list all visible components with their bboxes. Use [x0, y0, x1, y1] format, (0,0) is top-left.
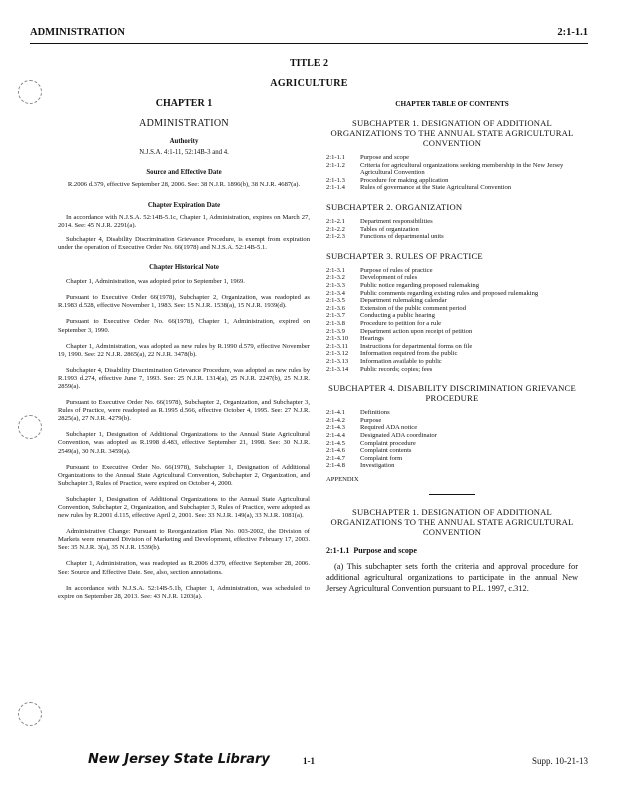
binding-hole-mark [18, 702, 42, 726]
history-paragraph: Chapter 1, Administration, was adopted as new rules by R.1990 d.579, effective November 19, 1990. See: 22 N.J.R. 2865(a), 22 N.J.R. 3478(b). [58, 342, 310, 358]
history-paragraph: Pursuant to Executive Order No. 66(1978), Subchapter 1, Designation of Additional Organizations to the Annual State Agricultural Convention, Subchapter 2, Organization, and Subchapter 3, Rules of Practice, were expired on October 4, 2000. [58, 463, 310, 487]
toc-title: CHAPTER TABLE OF CONTENTS [395, 100, 509, 108]
section-number: 2:1-1.1 [326, 545, 350, 555]
page-footer [30, 752, 588, 774]
authority-heading: Authority [169, 138, 199, 146]
toc-entry: 2:1-3.12 Information required from the public [326, 350, 458, 358]
toc-entry: 2:1-3.10 Hearings [326, 335, 384, 343]
right-column [326, 100, 578, 594]
page-number: 1-1 [303, 756, 315, 766]
toc-entry: 2:1-4.1 Definitions [326, 409, 390, 417]
toc-entry: 2:1-3.7 Conducting a public hearing [326, 312, 435, 320]
toc-entry: 2:1-2.3 Functions of departmental units [326, 233, 444, 241]
history-paragraph: Pursuant to Executive Order No. 66(1978), Subchapter 2, Organization, and Subchapter 3, Rules of Practice, were readopted as R.1995 d.566, effective October 4, 1995. See: 27 N.J.R. 2825(a), 27 N.J.R. 4279(b). [58, 399, 310, 423]
toc-entry: 2:1-4.2 Purpose [326, 416, 382, 424]
expiration-heading: Chapter Expiration Date [147, 201, 221, 209]
expiration-paragraph: Subchapter 4, Disability Discrimination Grievance Procedure, is exempt from expiration under the operation of Executive Order No. 66(1978) and N.J.S.A. 52:14B-5.1. [58, 235, 310, 251]
toc-entry: 2:1-3.5 Department rulemaking calendar [326, 297, 447, 305]
toc-entry: 2:1-1.1 Purpose and scope [326, 154, 410, 162]
running-header [30, 27, 588, 41]
toc-entry: 2:1-3.4 Public comments regarding existing rules and proposed rulemaking [326, 289, 539, 297]
authority-text: N.J.S.A. 4:1-11, 52:14B-3 and 4. [139, 149, 229, 157]
source-heading: Source and Effective Date [146, 169, 222, 177]
toc-entry: 2:1-3.8 Procedure to petition for a rule [326, 320, 442, 327]
chapter-number: CHAPTER 1 [155, 98, 213, 109]
binding-hole-mark [18, 415, 42, 439]
toc-entry: 2:1-3.1 Purpose of rules of practice [326, 266, 433, 274]
history-paragraph: Pursuant to Executive Order No. 66(1978), Chapter 1, Administration, expired on September 3, 1990. [58, 318, 310, 334]
toc-entry: 2:1-3.9 Department action upon receipt of petition [326, 327, 473, 335]
library-stamp: New Jersey State Library [88, 752, 270, 767]
toc-subchapter-title: SUBCHAPTER 2. ORGANIZATION [326, 202, 463, 213]
appendix-entry: APPENDIX [326, 475, 359, 483]
toc-entry: 2:1-4.3 Required ADA notice [326, 424, 418, 432]
body-subchapter-title: SUBCHAPTER 1. DESIGNATION OF ADDITIONAL ORGANIZATIONS TO THE ANNUAL STATE AGRICULTURAL CONVENTION [330, 506, 574, 537]
toc-entry: 2:1-4.7 Complaint form [326, 454, 403, 462]
history-paragraph: Subchapter 4, Disability Discrimination Grievance Procedure, was adopted as new rules by R.1993 d.274, effective June 7, 1993. See: 25 N.J.R. 1314(a), 25 N.J.R. 2247(b), 25 N.J.R. 2859(a). [58, 366, 310, 390]
toc-entry: 2:1-2.2 Tables of organization [326, 225, 419, 233]
expiration-paragraph: In accordance with N.J.S.A. 52:14B-5.1c, Chapter 1, Administration, expires on March 27, 2014. See: 45 N.J.R. 2291(a). [58, 213, 310, 229]
title-number: TITLE 2 [289, 58, 329, 69]
history-paragraph: Pursuant to Executive Order 66(1978), Subchapter 2, Organization, was readopted as R.1983 d.528, effective November 1, 1983. See: 15 N.J.R. 1538(a), 15 N.J.R. 1939(d). [58, 294, 310, 310]
toc-subchapter-title: SUBCHAPTER 4. DISABILITY DISCRIMINATION GRIEVANCE PROCEDURE [328, 383, 576, 404]
left-column [58, 100, 310, 601]
history-paragraph: In accordance with N.J.S.A. 52:14B-5.1b, Chapter 1, Administration, was scheduled to expire on September 28, 2013. See: 43 N.J.R. 1203(a). [58, 584, 310, 600]
toc-entry: 2:1-3.6 Extension of the public comment period [326, 304, 467, 312]
section-heading [326, 547, 578, 555]
section-body: (a) This subchapter sets forth the criteria and approval procedure for additional agricultural organizations to participate in the annual New Jersey Agricultural Convention pursuant to P.L. 1997, c.312. [326, 561, 578, 593]
header-rule [30, 43, 588, 44]
toc-entry: 2:1-1.3 Procedure for making application [326, 176, 449, 184]
section-title: Purpose and scope [353, 545, 417, 555]
history-paragraph: Chapter 1, Administration, was adopted prior to September 1, 1969. [66, 278, 245, 286]
header-left: ADMINISTRATION [30, 27, 125, 38]
toc-entry: 2:1-3.11 Instructions for departmental forms on file [326, 342, 473, 350]
toc-subchapter-title: SUBCHAPTER 1. DESIGNATION OF ADDITIONAL ORGANIZATIONS TO THE ANNUAL STATE AGRICULTURAL CONVENTION [330, 118, 574, 149]
header-right: 2:1-1.1 [557, 27, 588, 38]
toc-entry: 2:1-3.14 Public records; copies; fees [326, 365, 433, 373]
toc-entry: 2:1-1.2 Criteria for agricultural organizations seeking membership in the New Jersey Agricultural Convention [326, 161, 564, 177]
toc-entry: 2:1-4.4 Designated ADA coordinator [326, 431, 437, 439]
history-paragraph: Subchapter 1, Designation of Additional Organizations to the Annual State Agricultural Convention, Subchapter 2, Organization, and Subchapter 3, Rules of Practice, were adopted as new rules by R.2001 d.115, effective April 2, 2001. See: 33 N.J.R. 149(a), 33 N.J.R. 1081(a). [58, 495, 310, 520]
toc-entry: 2:1-2.1 Department responsibilities [326, 218, 433, 226]
history-paragraph: Chapter 1, Administration, was readopted as R.2006 d.379, effective September 28, 2006. See: Source and Effective Date. See, also, section annotations. [58, 560, 310, 576]
toc-entry: 2:1-3.13 Information available to public [326, 357, 442, 365]
toc-entry: 2:1-4.5 Complaint procedure [326, 439, 416, 447]
history-paragraph: Administrative Change: Pursuant to Reorganization Plan No. 003-2002, the Division of Markets were renamed Division of Marketing and Development, effective February 17, 2003. See: 35 N.J.R. 3(a), 35 N.J.R. 1539(b). [58, 528, 310, 552]
chapter-name: ADMINISTRATION [139, 118, 229, 130]
supplement-date: Supp. 10-21-13 [532, 756, 588, 766]
history-heading: Chapter Historical Note [149, 264, 219, 272]
toc-entry: 2:1-1.4 Rules of governance at the State Agricultural Convention [326, 184, 512, 192]
history-paragraph: Subchapter 1, Designation of Additional Organizations to the Annual State Agricultural Convention, was adopted as R.1998 d.483, effective September 21, 1998. See: 30 N.J.R. 2549(a), 30 N.J.R. 3459(a). [58, 431, 310, 455]
toc-subchapter-title: SUBCHAPTER 3. RULES OF PRACTICE [326, 250, 483, 261]
toc-entry: 2:1-3.2 Development of rules [326, 274, 418, 282]
source-text: R.2006 d.379, effective September 28, 2006. See: 38 N.J.R. 1896(b), 38 N.J.R. 4687(a). [67, 181, 301, 189]
title-name: AGRICULTURE [270, 78, 348, 89]
toc-entry: 2:1-4.6 Complaint contents [326, 447, 412, 455]
toc-entry: 2:1-4.8 Investigation [326, 462, 395, 470]
toc-entry: 2:1-3.3 Public notice regarding proposed rulemaking [326, 282, 480, 290]
